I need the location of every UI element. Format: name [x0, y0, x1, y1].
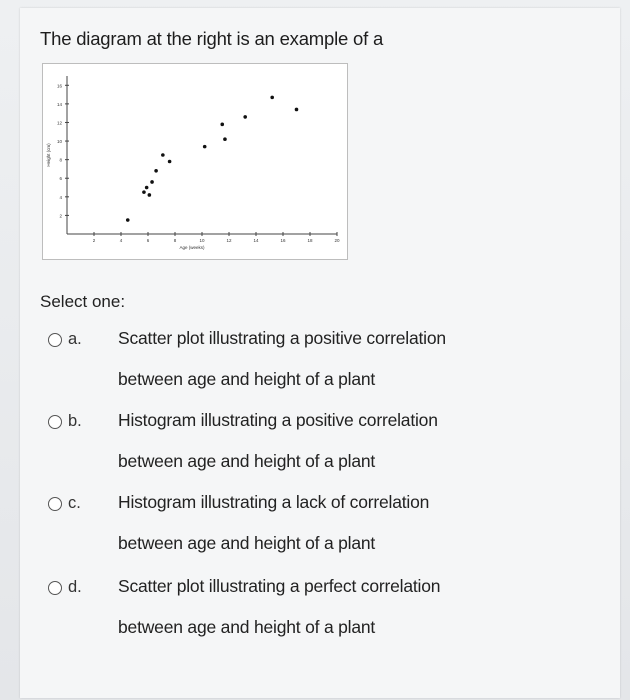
y-tick-label: 8: [59, 157, 62, 163]
option-a-text-line2: between age and height of a plant: [118, 369, 376, 389]
option-a-letter: a.: [68, 330, 82, 348]
y-tick-label: 12: [56, 120, 62, 126]
scatter-point: [203, 145, 207, 149]
option-b-text-line2: between age and height of a plant: [118, 451, 376, 471]
x-tick-label: 10: [199, 238, 205, 243]
radio-option-d[interactable]: [48, 581, 62, 595]
question-panel: [20, 8, 620, 698]
scatter-point: [150, 180, 154, 184]
x-tick-label: 16: [280, 238, 286, 243]
radio-option-a[interactable]: [48, 333, 62, 347]
radio-option-b[interactable]: [48, 415, 62, 429]
scatter-point: [148, 193, 152, 197]
option-c-text-line1: Histogram illustrating a lack of correlation: [118, 492, 430, 512]
y-axis-label: Height (cm): [46, 143, 51, 167]
radio-option-c[interactable]: [48, 497, 62, 511]
x-tick-label: 4: [119, 238, 123, 243]
x-axis-label: Age (weeks): [179, 245, 205, 250]
option-a-text-line1: Scatter plot illustrating a positive correlation: [118, 328, 446, 348]
x-tick-label: 18: [307, 238, 313, 243]
option-c-text-line2: between age and height of a plant: [118, 533, 376, 553]
select-one-label: Select one:: [40, 292, 126, 311]
y-tick-label: 14: [56, 101, 62, 107]
scatter-point: [145, 186, 149, 190]
option-b-letter: b.: [68, 412, 82, 430]
option-b[interactable]: [48, 412, 608, 492]
scatter-point: [223, 137, 227, 141]
scatter-point: [154, 169, 158, 173]
x-tick-label: 8: [173, 238, 177, 243]
scatter-point: [126, 218, 130, 222]
scatter-point: [142, 190, 146, 194]
option-d-letter: d.: [68, 578, 82, 596]
x-tick-label: 20: [334, 238, 340, 243]
y-tick-label: 2: [59, 213, 62, 219]
scatter-point: [220, 123, 224, 127]
x-tick-label: 2: [92, 238, 96, 243]
question-text: The diagram at the right is an example of a: [40, 28, 384, 49]
scatter-point: [243, 115, 247, 119]
y-tick-label: 10: [56, 139, 62, 145]
y-tick-label: 16: [56, 83, 62, 89]
y-tick-label: 4: [59, 194, 62, 200]
option-d-text-line1: Scatter plot illustrating a perfect correlation: [118, 576, 441, 596]
scatter-chart-svg: [43, 64, 347, 259]
x-tick-label: 14: [253, 238, 259, 243]
option-b-text-line1: Histogram illustrating a positive correlation: [118, 410, 438, 430]
option-c[interactable]: [48, 494, 608, 574]
scatter-point: [168, 160, 172, 164]
scatter-point: [295, 108, 299, 112]
option-d-text-line2: between age and height of a plant: [118, 617, 376, 637]
option-d[interactable]: [48, 578, 608, 658]
scatter-point: [270, 96, 274, 100]
option-a[interactable]: [48, 330, 608, 410]
y-tick-label: 6: [59, 176, 62, 182]
option-c-letter: c.: [68, 494, 81, 512]
scatter-chart: [42, 63, 348, 260]
x-tick-label: 12: [226, 238, 232, 243]
scatter-point: [161, 153, 165, 157]
x-tick-label: 6: [146, 238, 150, 243]
